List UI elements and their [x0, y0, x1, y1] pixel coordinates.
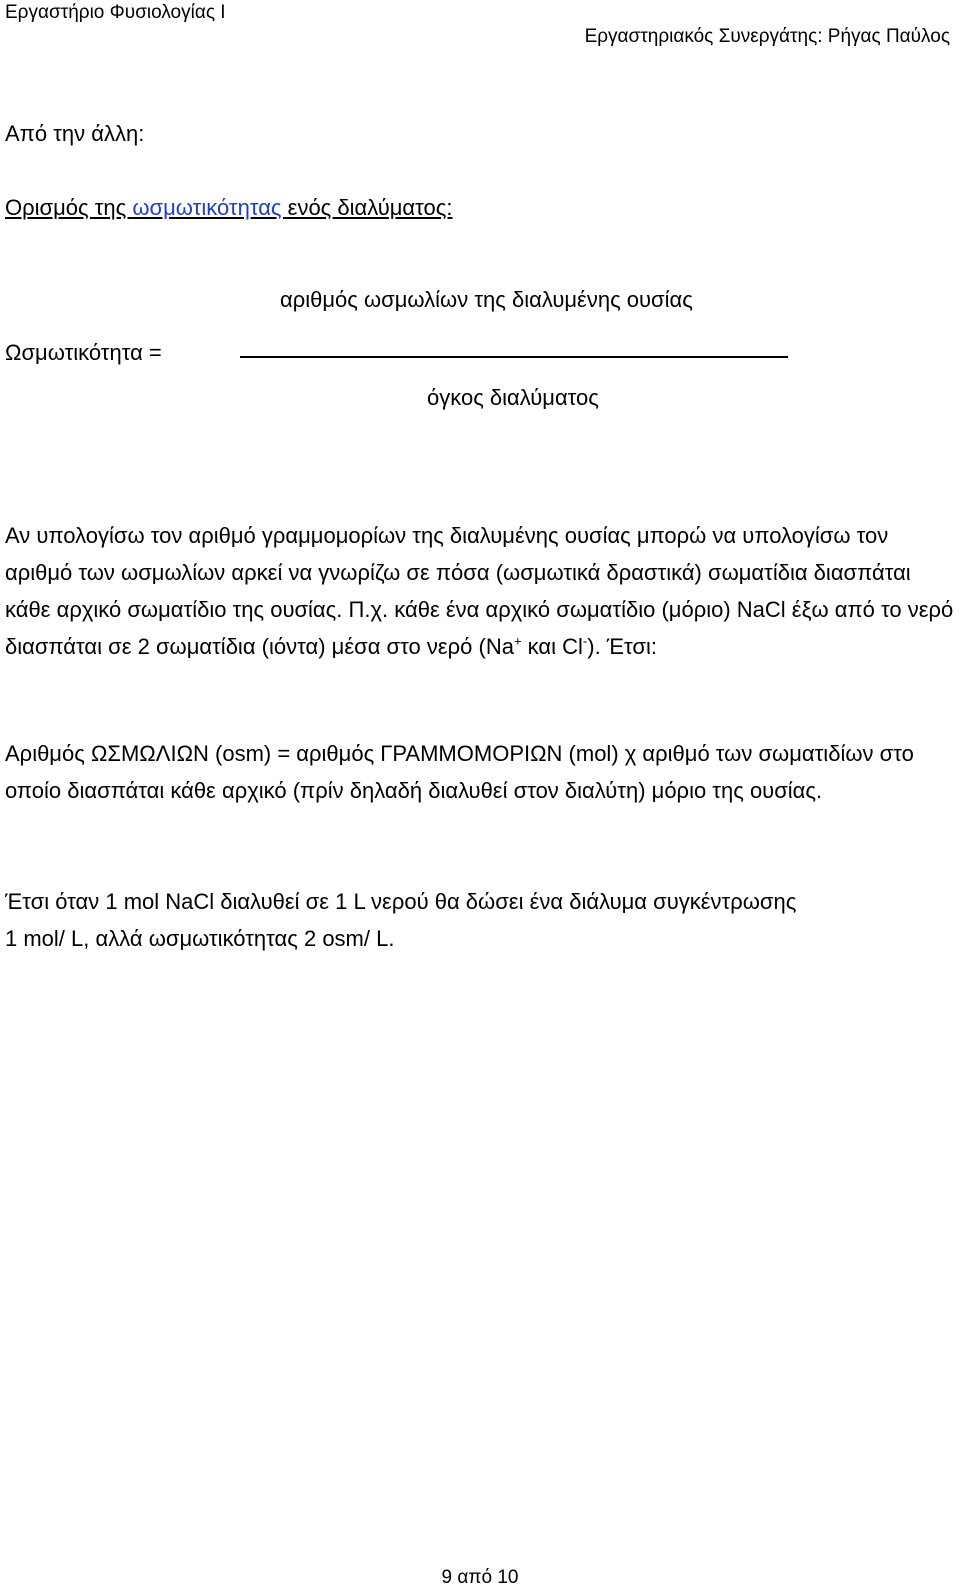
paragraph-explanation — [5, 517, 955, 665]
header-left: Εργαστήριο Φυσιολογίας Ι — [5, 2, 226, 23]
definition-prefix: Ορισμός της — [5, 195, 133, 220]
fraction-bar — [240, 356, 788, 358]
header-right: Εργαστηριακός Συνεργάτης: Ρήγας Παύλος — [584, 26, 950, 47]
formula-denominator: όγκος διαλύματος — [427, 385, 599, 410]
intro-text: Από την άλλη: — [5, 121, 145, 146]
osmolarity-link[interactable]: ωσμωτικότητας — [132, 195, 288, 220]
paragraph-example: Έτσι όταν 1 mol NaCl διαλυθεί σε 1 L νερού θα δώσει ένα διάλυμα συγκέντρωσης 1 mol/ L, αλλά ωσμωτικότητας 2 osm/ L. — [5, 889, 797, 951]
paragraph-osmol-formula: Αριθμός ΩΣΜΩΛΙΩΝ (osm) = αριθμός ΓΡΑΜΜΟΜΟΡΙΩΝ (mol) χ αριθμό των σωματιδίων στο οποίο διασπάται κάθε αρχικό (πρίν δηλαδή διαλυθεί στον διαλύτη) μόριο της ουσίας. — [5, 741, 914, 803]
paragraph-explanation-main: Αν υπολογίσω τον αριθμό γραμμομορίων της διαλυμένης ουσίας μπορώ να υπολογίσω τον αριθμό των ωσμωλίων αρκεί να γνωρίζω σε πόσα (ωσμωτικά δραστικά) σωματίδια διασπάται κάθε αρχικό σωματίδιο της ουσίας. Π.χ. κάθε ένα αρχικό σωματίδιο (μόριο) NaCl έξω από το νερό διασπάται σε 2 σωματίδια (ιόντα) μέσα στο νερό (Na — [5, 523, 954, 659]
paragraph-explanation-mid: και Cl — [521, 634, 583, 659]
definition-suffix: ενός διαλύματος: — [287, 195, 453, 220]
chloride-charge: - — [582, 633, 588, 649]
definition-heading — [5, 190, 452, 226]
page-number: 9 από 10 — [441, 1567, 519, 1588]
formula-lhs: Ωσμωτικότητα = — [5, 340, 162, 365]
sodium-charge: + — [513, 633, 522, 649]
formula-numerator: αριθμός ωσμωλίων της διαλυμένης ουσίας — [280, 287, 693, 312]
paragraph-explanation-end: ). Έτσι: — [587, 634, 658, 659]
